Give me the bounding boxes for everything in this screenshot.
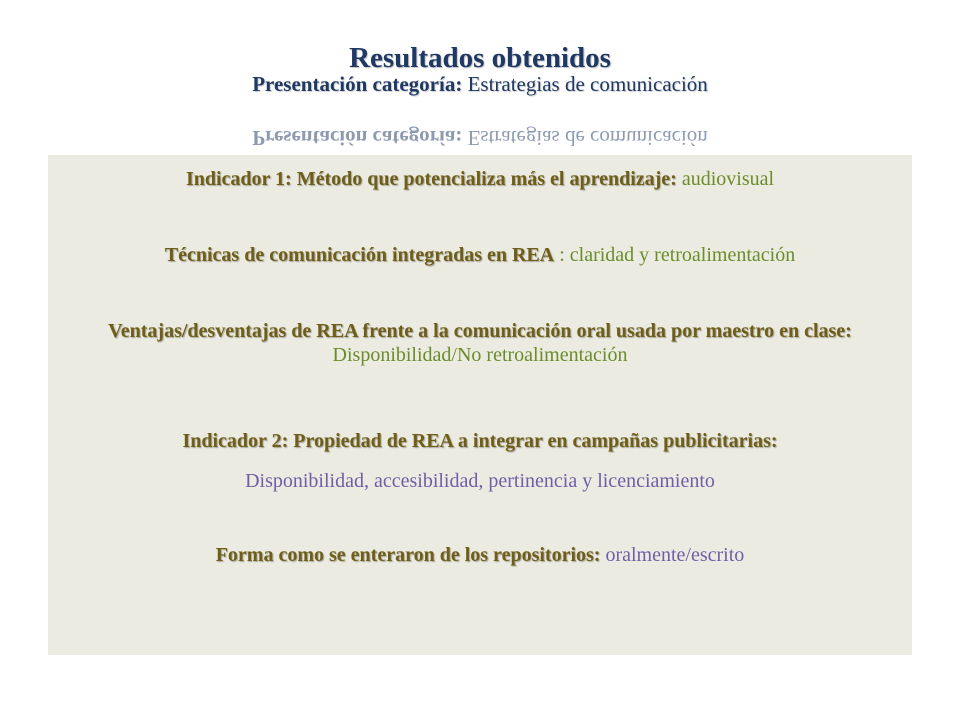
slide-subtitle	[0, 70, 960, 98]
discovery-paragraph	[68, 543, 892, 567]
indicator-2-value: Disponibilidad, accesibilidad, pertinencia y licenciamiento	[245, 470, 715, 492]
discovery-label: Forma como se enteraron de los repositorios:	[215, 544, 601, 566]
reflection-value: Estrategias de comunicación	[467, 126, 708, 150]
subtitle-reflection	[0, 124, 960, 152]
indicator-2-label: Indicador 2: Propiedad de REA a integrar en campañas publicitarias:	[182, 430, 778, 452]
techniques-paragraph	[68, 243, 892, 267]
subtitle-label: Presentación categoría:	[252, 72, 463, 96]
advantages-paragraph	[68, 319, 892, 367]
reflection-label: Presentación categoría:	[252, 126, 463, 150]
content-box	[48, 155, 912, 655]
techniques-label: Técnicas de comunicación integradas en REA	[164, 244, 555, 266]
slide-title: Resultados obtenidos	[349, 42, 611, 74]
title-block	[0, 40, 960, 98]
techniques-value: : claridad y retroalimentación	[559, 244, 796, 266]
advantages-label: Ventajas/desventajas de REA frente a la comunicación oral usada por maestro en clase:	[108, 320, 852, 342]
indicator-1-paragraph	[68, 167, 892, 191]
indicator-2-paragraph	[68, 429, 892, 493]
subtitle-value: Estrategias de comunicación	[467, 72, 708, 96]
indicator-1-value: audiovisual	[681, 168, 775, 190]
discovery-value: oralmente/escrito	[605, 544, 745, 566]
advantages-value: Disponibilidad/No retroalimentación	[332, 344, 628, 366]
indicator-1-label: Indicador 1: Método que potencializa más el aprendizaje:	[185, 168, 677, 190]
